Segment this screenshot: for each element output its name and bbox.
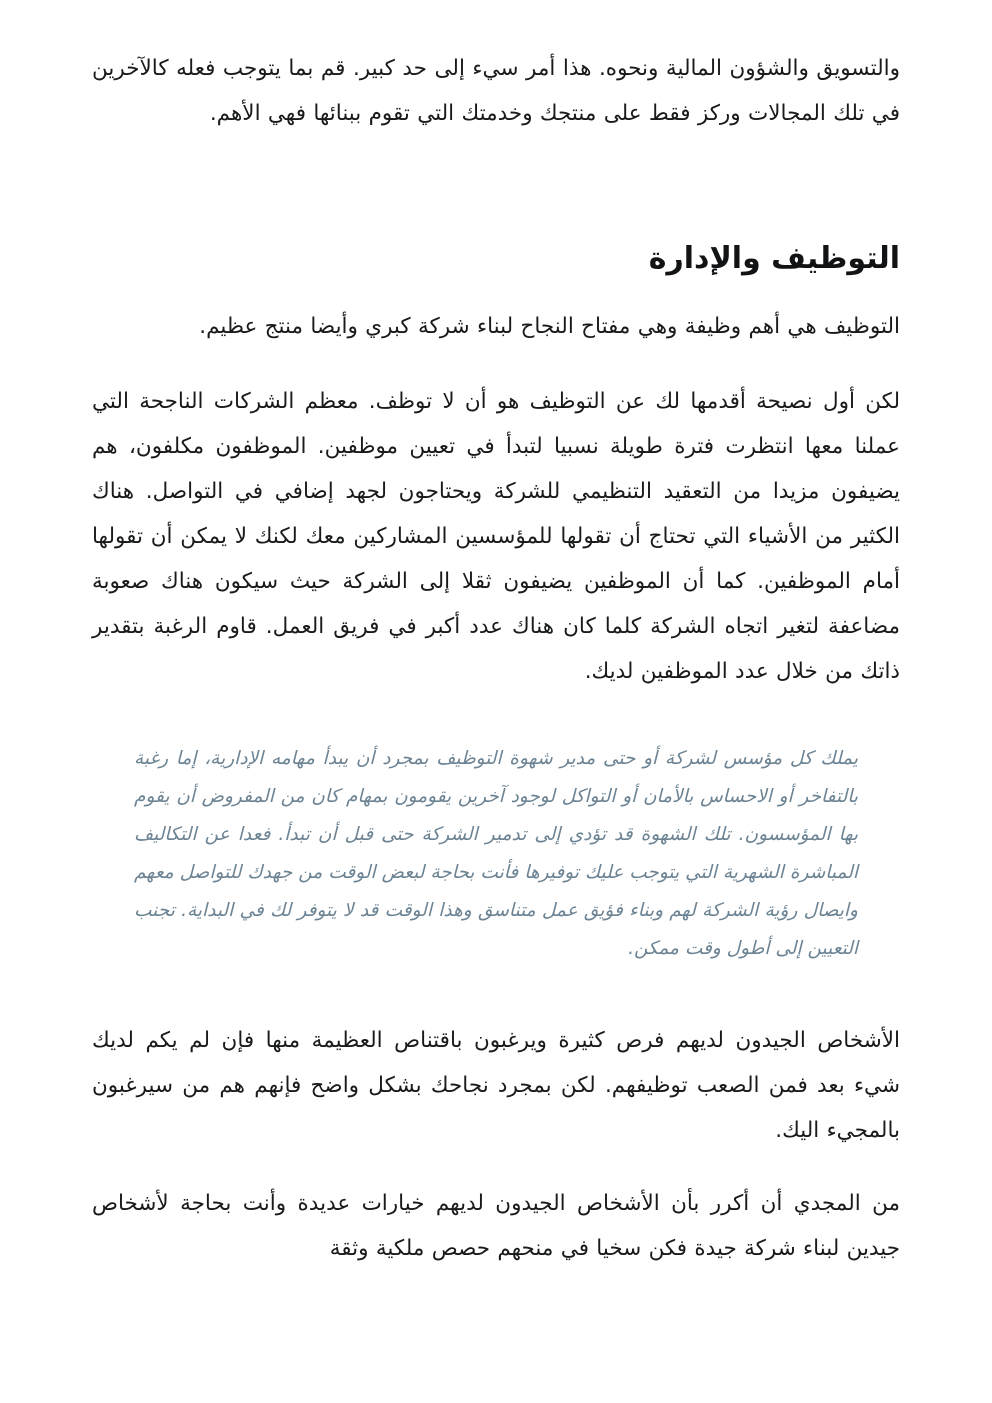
spacer-after-intro xyxy=(92,349,900,379)
paragraph-good-people-opportunities: الأشخاص الجيدون لديهم فرص كثيرة ويرغبون باقتناص العظيمة منها فإن لم يكم لديك شيء بعد فمن الصعب توظيفهم. لكن بمجرد نجاحك بشكل واضح فإنهم هم من سيرغبون بالمجيء اليك. xyxy=(92,1028,900,1143)
spacer-before-quote xyxy=(92,694,900,740)
section-heading-hiring-and-management: التوظيف والإدارة xyxy=(648,241,900,276)
spacer-between-final-paragraphs xyxy=(92,1153,900,1181)
paragraph-equity-and-trust: من المجدي أن أكرر بأن الأشخاص الجيدون لديهم خيارات عديدة وأنت بحاجة لأشخاص جيدين لبناء شركة جيدة فكن سخيا في منحهم حصص ملكية وثقة xyxy=(92,1191,900,1261)
document-content-column xyxy=(92,0,900,1271)
paragraph-hiring-advice: لكن أول نصيحة أقدمها لك عن التوظيف هو أن لا توظف. معظم الشركات الناجحة التي عملنا معها انتظرت فترة طويلة نسبيا لتبدأ في تعيين موظفين. الموظفون مكلفون، هم يضيفون مزيدا من التعقيد التنظيمي للشركة ويحتاجون لجهد إضافي في التواصل. هناك الكثير من الأشياء التي تحتاج أن تقولها للمؤسسين المشاركين معك لكنك لا يمكن أن تقولها أمام الموظفين. كما أن الموظفين يضيفون ثقلا إلى الشركة حيث سيكون هناك صعوبة مضاعفة لتغير اتجاه الشركة كلما كان هناك عدد أكبر في فريق العمل. قاوم الرغبة بتقدير ذاتك من خلال عدد الموظفين لديك. xyxy=(92,389,900,684)
paragraph-continuation: والتسويق والشؤون المالية ونحوه. هذا أمر سيء إلى حد كبير. قم بما يتوجب فعله كالآخرين في تلك المجالات وركز فقط على منتجك وخدمتك التي تقوم ببنائها فهي الأهم. xyxy=(92,56,900,126)
spacer-after-quote xyxy=(92,968,900,1018)
paragraph-section-intro: التوظيف هي أهم وظيفة وهي مفتاح النجاح لبناء شركة كبري وأيضا منتج عظيم. xyxy=(199,314,900,339)
quote-block-hiring-temptation: يملك كل مؤسس لشركة أو حتى مدير شهوة التوظيف بمجرد أن يبدأ مهامه الإدارية، إما رغبة بالتفاخر أو الاحساس بالأمان أو التواكل لوجود آخرين يقومون بمهام كان من المفروض أن يقوم بها المؤسسون. تلك الشهوة قد تؤدي إلى تدمير الشركة حتى قبل أن تبدأ. فعدا عن التكاليف المباشرة الشهرية التي يتوجب عليك توفيرها فأنت بحاجة لبعض الوقت من جهدك للتواصل معهم وايصال رؤية الشركة لهم وبناء فؤيق عمل متناسق وهذا الوقت قد لا يتوفر لك في البداية. تجنب التعيين إلى أطول وقت ممكن. xyxy=(134,748,858,959)
